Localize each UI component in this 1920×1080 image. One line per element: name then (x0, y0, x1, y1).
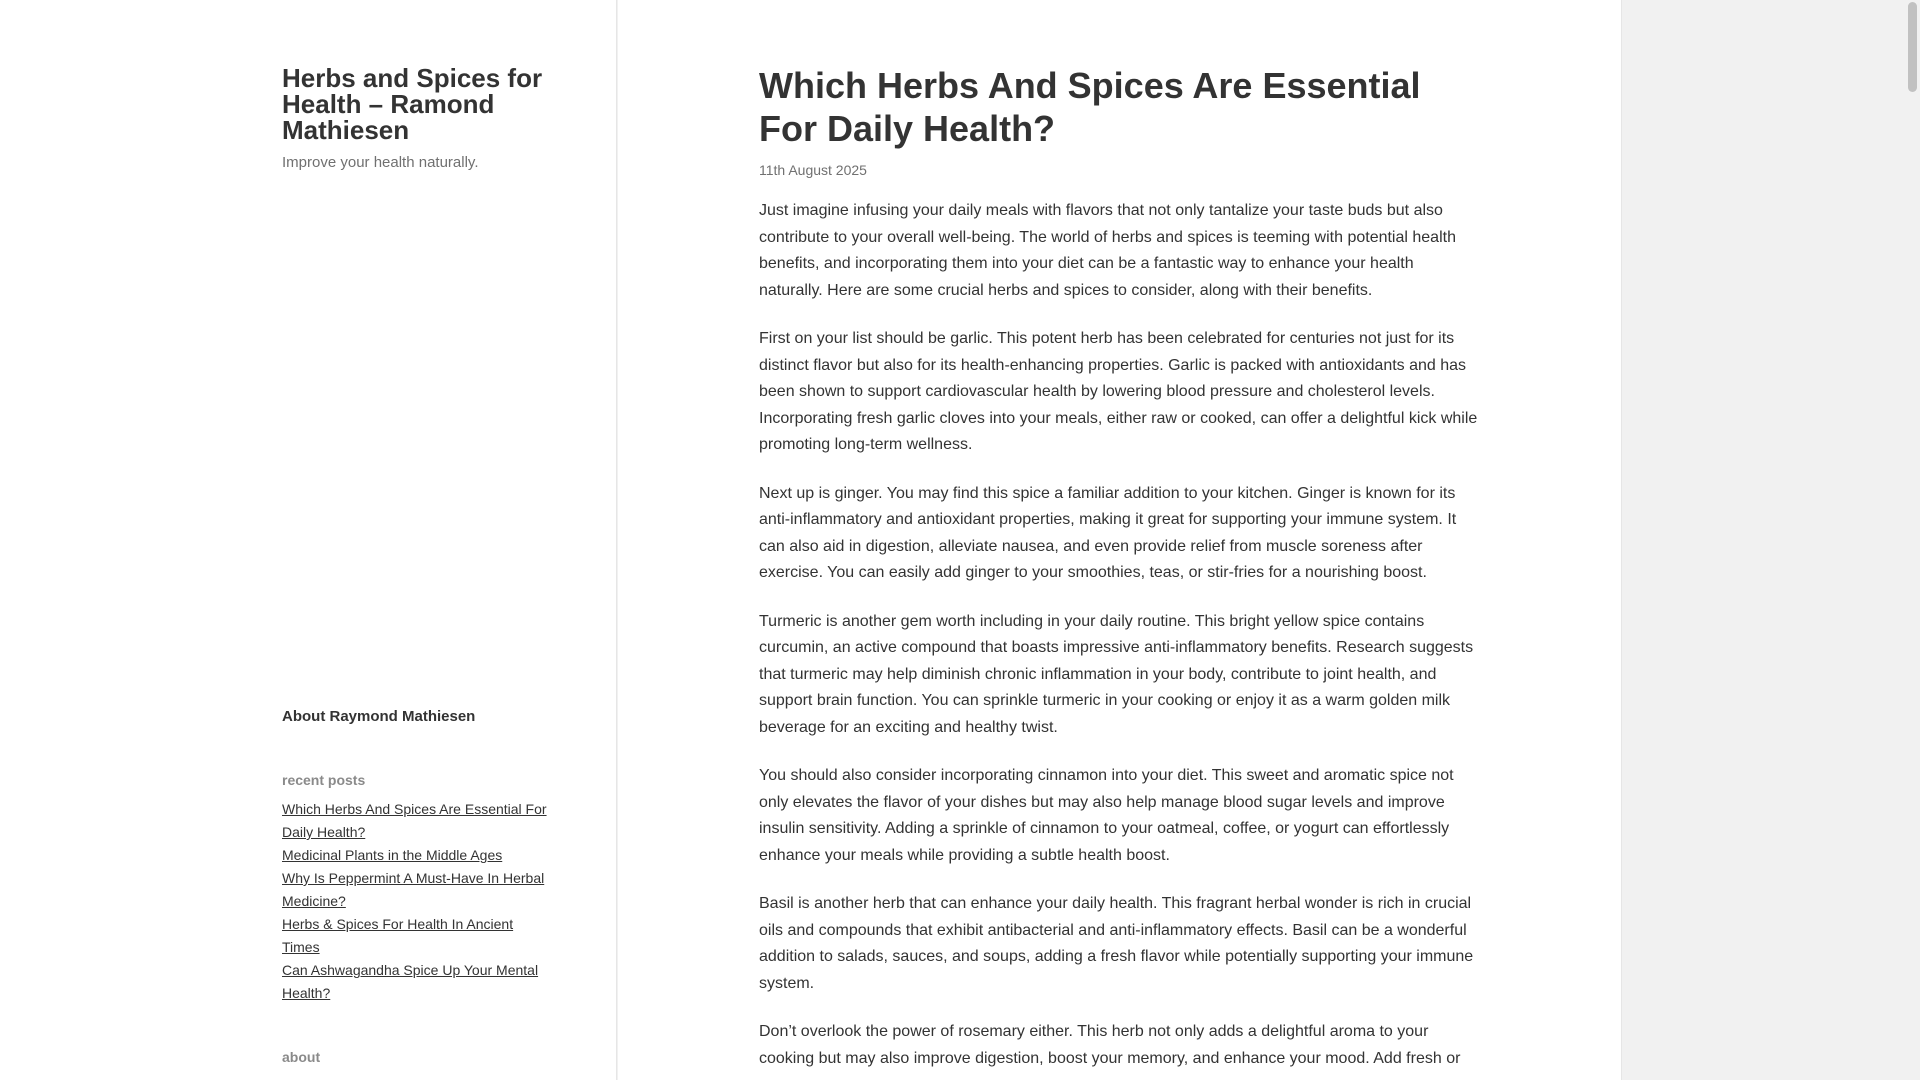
page-scrollbar[interactable] (1905, 0, 1920, 1080)
recent-post-link[interactable]: Which Herbs And Spices Are Essential For Daily Health? (282, 801, 547, 840)
site-title-link[interactable]: Herbs and Spices for Health – Ramond Mathiesen (282, 63, 543, 145)
post-content (759, 198, 1481, 1072)
list-item (282, 844, 554, 867)
recent-post-link[interactable]: Medicinal Plants in the Middle Ages (282, 847, 503, 863)
list-item (282, 959, 554, 1005)
list-item (282, 913, 554, 959)
recent-posts-list (282, 798, 554, 1005)
post-title: Which Herbs And Spices Are Essential For Daily Health? (759, 65, 1421, 149)
about-heading: About Raymond Mathiesen (282, 708, 476, 725)
about-widget-title: about (282, 1049, 321, 1065)
scrollbar-thumb[interactable] (1908, 2, 1917, 92)
post-paragraph: First on your list should be garlic. This potent herb has been celebrated for centuries not just for its distinct flavor but also for its health-enhancing properties. Garlic is packed with antioxidants and has been shown to support cardiovascular health by lowering blood pressure and cholesterol levels. Incorporating fresh garlic cloves into your meals, either raw or cooked, can offer a delightful kick while promoting long-term wellness. (759, 330, 1478, 453)
post-date: 11th August 2025 (759, 162, 867, 178)
post-paragraph: Next up is ginger. You may find this spice a familiar addition to your kitchen. Ginger is known for its anti-inflammatory and antioxidant properties, making it great for supporting your immune system. It can also aid in digestion, alleviate nausea, and even provide relief from muscle soreness after exercise. You can easily add ginger to your smoothies, teas, or stir-fries for a nourishing boost. (759, 484, 1457, 581)
recent-post-link[interactable]: Why Is Peppermint A Must-Have In Herbal Medicine? (282, 870, 545, 909)
post-article (759, 64, 1481, 1080)
post-paragraph: Basil is another herb that can enhance your daily health. This fragrant herbal wonder is rich in crucial oils and compounds that exhibit antibacterial and anti-inflammatory effects. Basil can be a wonderful addition to salads, sauces, and soups, adding a fresh flavor while potentially supporting your immune system. (759, 895, 1474, 992)
sidebar (0, 0, 617, 1080)
post-paragraph: You should also consider incorporating cinnamon into your diet. This sweet and aromatic spice not only elevates the flavor of your dishes but may also help manage blood sugar levels and improve insulin sensitivity. Adding a sprinkle of cinnamon to your oatmeal, coffee, or yogurt can effortlessly enhance your meals while providing a subtle health boost. (759, 767, 1454, 864)
site-description: Improve your health naturally. (282, 154, 479, 171)
post-paragraph: Just imagine infusing your daily meals with flavors that not only tantalize your taste buds but also contribute to your overall well-being. The world of herbs and spices is teeming with potential health benefits, and incorporating them into your diet can be a fantastic way to enhance your health naturally. Here are some crucial herbs and spices to consider, along with their benefits. (759, 202, 1456, 299)
post-paragraph: Don’t overlook the power of rosemary either. This herb not only adds a delightful aroma to your cooking but may also improve digestion, boost your memory, and enhance your mood. Add fresh or (759, 1023, 1461, 1067)
recent-post-link[interactable]: Herbs & Spices For Health In Ancient Times (282, 916, 514, 955)
recent-posts-title: recent posts (282, 772, 366, 788)
list-item (282, 867, 554, 913)
recent-post-link[interactable]: Can Ashwagandha Spice Up Your Mental Health? (282, 962, 539, 1001)
post-paragraph: Turmeric is another gem worth including in your daily routine. This bright yellow spice contains curcumin, an active compound that boasts impressive anti-inflammatory benefits. Research suggests that turmeric may help diminish chronic inflammation in your body, contribute to joint health, and support brain function. You can sprinkle turmeric in your cooking or enjoy it as a warm golden milk beverage for an exciting and healthy twist. (759, 612, 1474, 736)
list-item (282, 798, 554, 844)
main-content (618, 0, 1622, 1080)
